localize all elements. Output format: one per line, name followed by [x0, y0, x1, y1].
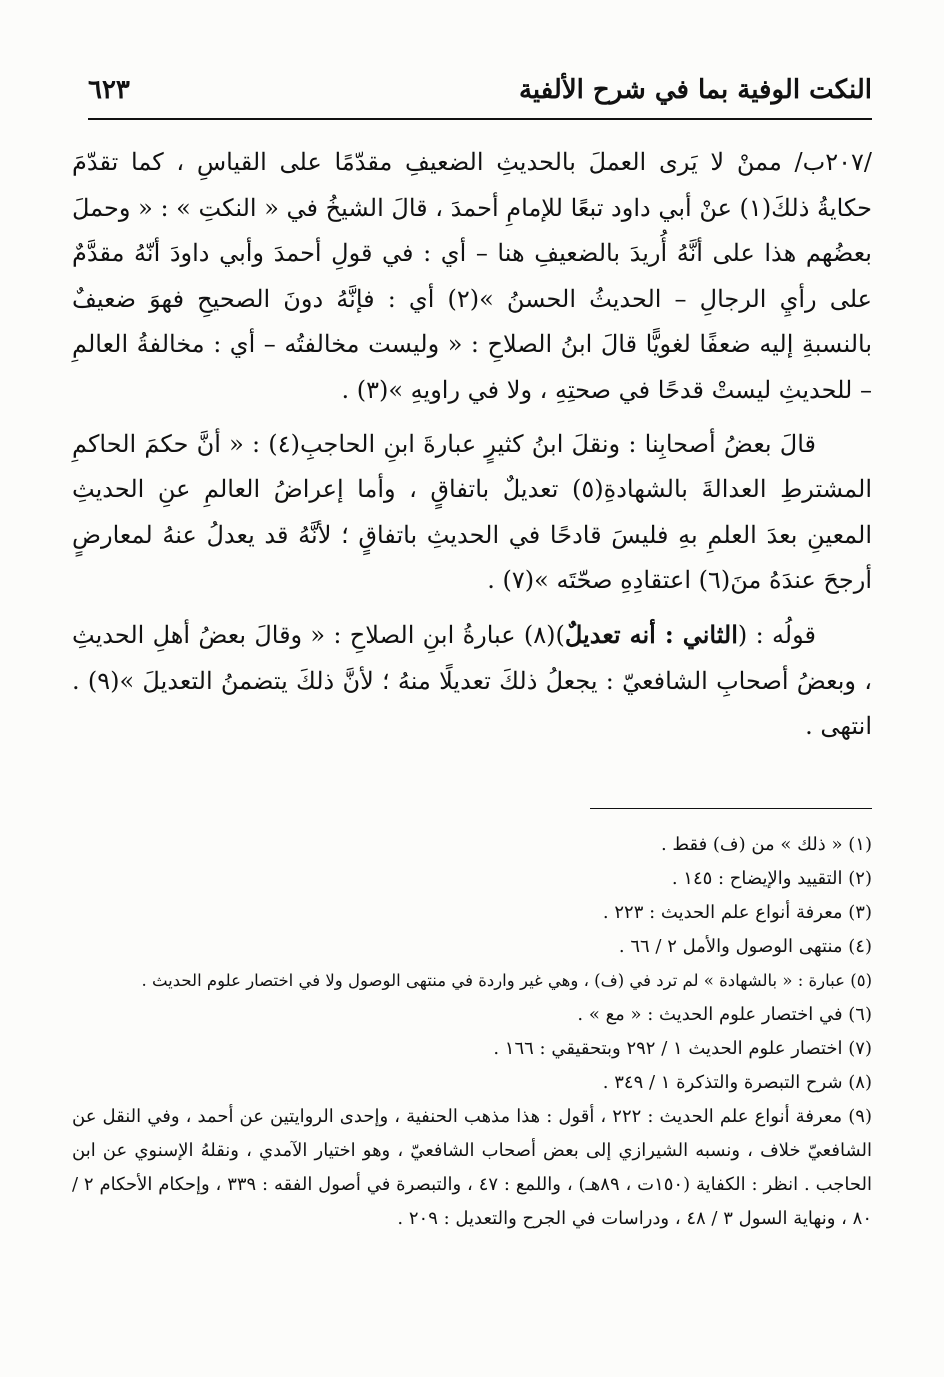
- paragraph-3: [72, 612, 872, 750]
- footnote-8: (٨) شرح التبصرة والتذكرة ١ / ٣٤٩ .: [602, 1072, 872, 1093]
- footnote-2: (٢) التقييد والإيضاح : ١٤٥ .: [671, 868, 872, 889]
- book-title: النكت الوفية بما في شرح الألفية: [518, 75, 872, 105]
- running-header: [88, 62, 872, 120]
- footnote-3: (٣) معرفة أنواع علم الحديث : ٢٢٣ .: [602, 902, 872, 923]
- footnote-7: (٧) اختصار علوم الحديث ١ / ٢٩٢ وبتحقيقي : ١٦٦ .: [493, 1038, 872, 1059]
- page-number: ٦٢٣: [88, 75, 130, 105]
- footnote-6: (٦) في اختصار علوم الحديث : « مع » .: [577, 1004, 872, 1025]
- paragraph-2: قالَ بعضُ أصحابِنا : ونقلَ ابنُ كثيرٍ عبارةَ ابنِ الحاجبِ(٤) : « أنَّ حكمَ الحاكمِ المشترطِ العدالةَ بالشهادةِ(٥) تعديلٌ باتفاقٍ ، وأما إعراضُ العالمِ عنِ الحديثِ المعينِ بعدَ العلمِ بهِ فليسَ قادحًا في الحديثِ باتفاقٍ ؛ لأنَّهُ قد يعدلُ عنهُ لمعارضٍ أرجحَ عندَهُ منَ(٦) اعتقادِهِ صحّتَه »(٧) .: [72, 429, 873, 595]
- footnote-9: (٩) معرفة أنواع علم الحديث : ٢٢٢ ، أقول : هذا مذهب الحنفية ، وإحدى الروايتين عن أحمد ، وفي النقل عن الشافعيّ خلاف ، ونسبه الشيرازي إلى بعض أصحاب الشافعيّ ، وهو اختيار الآمدي ، ونقلهُ الإسنوي عن ابن الحاجب . انظر : الكفاية (١٥٠ت ، ٨٩هـ) ، واللمع : ٤٧ ، والتبصرة في أصول الفقه : ٣٣٩ ، وإحكام الأحكام ٢ / ٨٠ ، ونهاية السول ٣ / ٤٨ ، ودراسات في الجرح والتعديل : ٢٠٩ .: [72, 1106, 872, 1229]
- paragraph-3-bold: الثاني : أنه تعديلٌ: [564, 619, 738, 649]
- paragraph-3-lead: قولُه : (: [737, 620, 816, 649]
- paragraph-1: /٢٠٧ب/ ممنْ لا يَرى العملَ بالحديثِ الضعيفِ مقدّمًا على القياسِ ، كما تقدّمَ حكايةُ ذلكَ(١) عنْ أبي داود تبعًا للإمامِ أحمدَ ، قالَ الشيخُ في « النكتِ » : « وحملَ بعضُهم هذا على أنَّهُ أُريدَ بالضعيفِ هنا – أي : في قولِ أحمدَ وأبي داودَ أنّهُ مقدَّمٌ على رأيِ الرجالِ – الحديثُ الحسنُ »(٢) أي : فإنَّهُ دونَ الصحيحِ فهوَ ضعيفٌ بالنسبةِ إليه ضعفًا لغويًّا قالَ ابنُ الصلاحِ : « وليست مخالفتُه – أي : مخالفةُ العالمِ – للحديثِ ليستْ قدحًا في صحتِهِ ، ولا في راويهِ »(٣) .: [72, 148, 872, 404]
- paragraph-3-rest: )(٨) عبارةُ ابنِ الصلاحِ : « وقالَ بعضُ أهلِ الحديثِ ، وبعضُ أصحابِ الشافعيّ : يجعلُ ذلكَ تعديلًا منهُ ؛ لأنَّ ذلكَ يتضمنُ التعديلَ »(٩) . انتهى .: [72, 620, 872, 741]
- footnote-1: (١) « ذلك » من (ف) فقط .: [660, 834, 872, 855]
- footnotes: [72, 828, 872, 1236]
- footnote-5: (٥) عبارة : « بالشهادة » لم ترد في (ف) ، وهي غير واردة في منتهى الوصول ولا في اختصار علوم الحديث .: [141, 971, 872, 990]
- footnote-separator: [590, 808, 872, 809]
- main-text: [72, 140, 872, 758]
- footnote-4: (٤) منتهى الوصول والأمل ٢ / ٦٦ .: [618, 936, 872, 957]
